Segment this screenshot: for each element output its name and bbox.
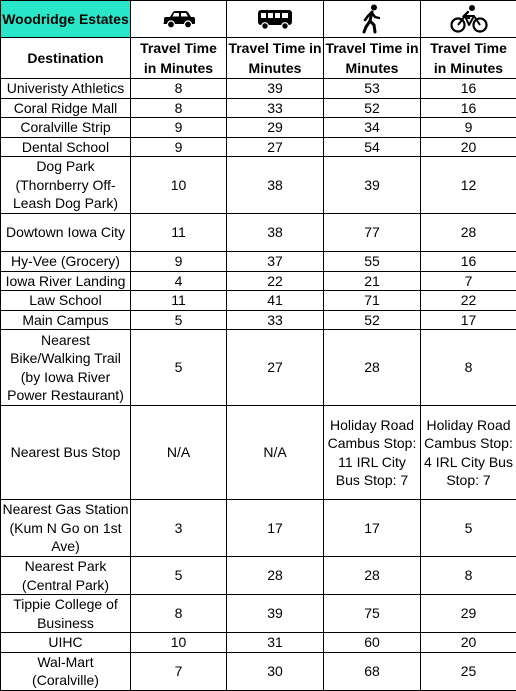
table-row — [1, 500, 516, 557]
destination-cell: UIHC — [1, 633, 131, 653]
car-time-cell: 8 — [131, 595, 227, 633]
table-row — [1, 271, 516, 291]
bike-time-cell: 9 — [421, 118, 516, 138]
bike-mode-header — [421, 1, 516, 38]
table-row — [1, 137, 516, 157]
table-row — [1, 633, 516, 653]
walk-time-cell: Holiday Road Cambus Stop: 11 IRL City Bus Stop: 7 — [324, 406, 421, 500]
walk-time-cell: 60 — [324, 633, 421, 653]
bus-time-cell: 30 — [227, 652, 324, 690]
car-time-cell: 5 — [131, 310, 227, 330]
car-icon — [161, 8, 197, 30]
destination-cell: Hy-Vee (Grocery) — [1, 252, 131, 272]
destination-cell: Dog Park (Thornberry Off-Leash Dog Park) — [1, 157, 131, 214]
bike-time-cell: 20 — [421, 633, 516, 653]
destination-cell: Dowtown Iowa City — [1, 214, 131, 252]
table-body — [1, 79, 516, 691]
walk-time-cell: 17 — [324, 500, 421, 557]
bike-time-cell: 20 — [421, 137, 516, 157]
table-row — [1, 157, 516, 214]
destination-cell: Main Campus — [1, 310, 131, 330]
bus-time-cell: 28 — [227, 557, 324, 595]
walk-time-cell: 68 — [324, 652, 421, 690]
destination-cell: Coral Ridge Mall — [1, 98, 131, 118]
table-row — [1, 652, 516, 690]
bike-time-cell: 17 — [421, 310, 516, 330]
destination-cell: Coralville Strip — [1, 118, 131, 138]
table-row — [1, 310, 516, 330]
walk-time-cell: 28 — [324, 557, 421, 595]
bus-time-cell: 41 — [227, 291, 324, 311]
bus-time-cell: 37 — [227, 252, 324, 272]
car-time-cell: 11 — [131, 214, 227, 252]
table-row — [1, 118, 516, 138]
car-time-cell: 5 — [131, 330, 227, 406]
origin-label: Woodridge Estates — [1, 1, 131, 38]
bus-time-cell: N/A — [227, 406, 324, 500]
walk-time-cell: 52 — [324, 98, 421, 118]
walk-time-cell: 71 — [324, 291, 421, 311]
walk-time-cell: 55 — [324, 252, 421, 272]
walk-time-cell: 52 — [324, 310, 421, 330]
destination-cell: Iowa River Landing — [1, 271, 131, 291]
car-mode-header — [131, 1, 227, 38]
bus-time-cell: 38 — [227, 214, 324, 252]
destination-cell: Dental School — [1, 137, 131, 157]
walk-time-cell: 28 — [324, 330, 421, 406]
walk-time-cell: 77 — [324, 214, 421, 252]
table-row — [1, 595, 516, 633]
walk-time-cell: 34 — [324, 118, 421, 138]
bike-time-cell: 25 — [421, 652, 516, 690]
destination-cell: Tippie College of Business — [1, 595, 131, 633]
bus-time-header: Travel Time in Minutes — [227, 38, 324, 79]
bike-time-cell: 16 — [421, 252, 516, 272]
car-time-cell: 3 — [131, 500, 227, 557]
bike-time-cell: 22 — [421, 291, 516, 311]
bike-time-cell: 16 — [421, 79, 516, 99]
walk-time-cell: 53 — [324, 79, 421, 99]
car-time-cell: 8 — [131, 98, 227, 118]
bus-time-cell: 31 — [227, 633, 324, 653]
bus-time-cell: 17 — [227, 500, 324, 557]
table-row — [1, 557, 516, 595]
bike-time-cell: 16 — [421, 98, 516, 118]
bus-time-cell: 39 — [227, 79, 324, 99]
bus-time-cell: 33 — [227, 98, 324, 118]
bus-mode-header — [227, 1, 324, 38]
destination-cell: Wal-Mart (Coralville) — [1, 652, 131, 690]
bike-time-cell: 8 — [421, 330, 516, 406]
bike-time-cell: 12 — [421, 157, 516, 214]
table-row — [1, 79, 516, 99]
car-time-cell: 8 — [131, 79, 227, 99]
bus-time-cell: 22 — [227, 271, 324, 291]
table-row — [1, 98, 516, 118]
destination-header: Destination — [1, 38, 131, 79]
table-row — [1, 406, 516, 500]
walk-time-header: Travel Time in Minutes — [324, 38, 421, 79]
table-row — [1, 252, 516, 272]
destination-cell: Univeristy Athletics — [1, 79, 131, 99]
car-time-cell: 9 — [131, 252, 227, 272]
car-time-cell: 11 — [131, 291, 227, 311]
destination-cell: Nearest Park (Central Park) — [1, 557, 131, 595]
walk-time-cell: 54 — [324, 137, 421, 157]
bus-time-cell: 29 — [227, 118, 324, 138]
bike-time-cell: 7 — [421, 271, 516, 291]
bus-time-cell: 33 — [227, 310, 324, 330]
car-time-cell: 9 — [131, 137, 227, 157]
table-row — [1, 291, 516, 311]
bus-time-cell: 27 — [227, 137, 324, 157]
car-time-cell: 10 — [131, 633, 227, 653]
car-time-cell: 4 — [131, 271, 227, 291]
car-time-cell: 10 — [131, 157, 227, 214]
bike-time-cell: 8 — [421, 557, 516, 595]
destination-cell: Nearest Bike/Walking Trail (by Iowa River Power Restaurant) — [1, 330, 131, 406]
walking-person-icon — [359, 4, 385, 34]
table-row — [1, 214, 516, 252]
destination-cell: Law School — [1, 291, 131, 311]
bus-time-cell: 38 — [227, 157, 324, 214]
car-time-cell: 7 — [131, 652, 227, 690]
car-time-cell: 9 — [131, 118, 227, 138]
walk-time-cell: 21 — [324, 271, 421, 291]
car-time-header: Travel Time in Minutes — [131, 38, 227, 79]
destination-cell: Nearest Bus Stop — [1, 406, 131, 500]
bus-time-cell: 27 — [227, 330, 324, 406]
walk-mode-header — [324, 1, 421, 38]
walk-time-cell: 75 — [324, 595, 421, 633]
bicycle-icon — [450, 4, 488, 34]
bike-time-cell: Holiday Road Cambus Stop: 4 IRL City Bus Stop: 7 — [421, 406, 516, 500]
bus-icon — [256, 7, 294, 31]
destination-cell: Nearest Gas Station (Kum N Go on 1st Ave) — [1, 500, 131, 557]
bike-time-cell: 28 — [421, 214, 516, 252]
bike-time-header: Travel Time in Minutes — [421, 38, 516, 79]
bike-time-cell: 29 — [421, 595, 516, 633]
table-row — [1, 330, 516, 406]
bus-time-cell: 39 — [227, 595, 324, 633]
car-time-cell: 5 — [131, 557, 227, 595]
car-time-cell: N/A — [131, 406, 227, 500]
bike-time-cell: 5 — [421, 500, 516, 557]
walk-time-cell: 39 — [324, 157, 421, 214]
